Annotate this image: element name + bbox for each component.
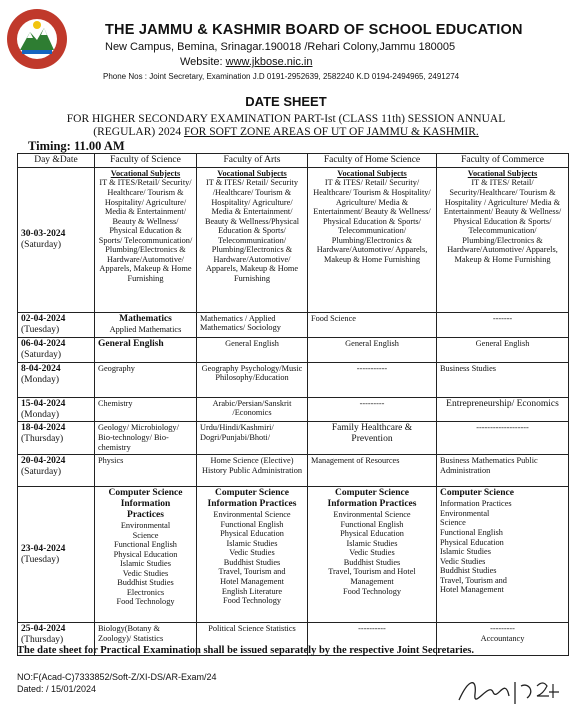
subject-line: Vocational Subjects [110, 168, 181, 178]
subject-line: Food Technology [342, 586, 402, 596]
subject-line: Geography [98, 363, 135, 373]
subject-cell-science [95, 337, 197, 362]
subtitle-zone: FOR SOFT ZONE AREAS OF UT OF JAMMU & KASHMIR. [183, 126, 479, 138]
subject-line: Family Healthcare & Prevention [331, 423, 413, 445]
exam-day: (Saturday) [21, 467, 62, 478]
exam-date: 30-03-2024 [21, 229, 66, 239]
subject-line: ---------- [358, 624, 386, 634]
board-address: New Campus, Bemina, Srinagar.190018 /Rehari Colony,Jammu 180005 [105, 41, 456, 53]
letterhead [0, 0, 572, 90]
subject-cell-commerce [437, 422, 569, 455]
subject-line: Physical Education [113, 549, 178, 559]
table-row [18, 312, 569, 337]
exam-timing: Timing: 11.00 AM [28, 139, 125, 153]
subject-line: Travel, Tourism and [218, 567, 286, 577]
subject-line: Physical Education [340, 529, 404, 539]
subject-line: Biology(Botany & Zoology)/ Statistics [98, 624, 164, 643]
day-date-cell [18, 422, 95, 455]
subject-cell-science [95, 312, 197, 337]
board-name: THE JAMMU & KASHMIR BOARD OF SCHOOL EDUCATION [105, 22, 523, 38]
subject-cell-commerce [437, 487, 569, 623]
subject-line: Vedic Studies [349, 548, 395, 558]
subject-line: Physics [98, 456, 124, 466]
subject-cell-arts [197, 362, 308, 397]
subject-line: Vedic Studies [440, 556, 486, 566]
day-date-cell [18, 487, 95, 623]
subject-cell-home [308, 312, 437, 337]
day-date-cell [18, 167, 95, 312]
page-title: DATE SHEET [245, 94, 327, 109]
subtitle-session: (REGULAR) 2024 [93, 126, 184, 138]
exam-day: (Monday) [21, 374, 59, 385]
subject-line: Functional English [114, 540, 177, 550]
subject-line: Vocational Subjects [337, 168, 407, 178]
subject-line: Business Mathematics Public Administration [440, 456, 538, 475]
subject-line: Science [132, 530, 159, 540]
col-header-home-science: Faculty of Home Science [308, 154, 437, 168]
exam-date: 18-04-2024 [21, 423, 66, 434]
subject-line: Applied Mathematics [109, 324, 182, 334]
subject-cell-commerce [437, 312, 569, 337]
subject-line: --------- [359, 398, 385, 408]
col-header-science: Faculty of Science [95, 154, 197, 168]
subject-line: General English [475, 338, 530, 348]
subject-line: Arabic/Persian/Sanskrit /Economics [212, 398, 292, 418]
subject-cell-science [95, 455, 197, 487]
exam-date: 25-04-2024 [21, 624, 66, 635]
subject-line: IT & ITES/Retail/ Security/ Healthcare/ Tourism & Hospitality/ Agriculture/ Media & Entertainment/ Beauty & Wellness/ Physical Education & Sports/ Telecommunication/ Plumbing/Electronics & Hardware/Automotive/ Apparels, Makeup & Home Furnishing [98, 178, 193, 283]
subject-cell-arts [197, 312, 308, 337]
subject-line: Food Technology [222, 596, 282, 606]
board-logo-icon [6, 8, 68, 70]
subject-line: Food Science [311, 313, 356, 323]
subject-line: Accountancy [480, 633, 525, 643]
subject-line: Travel, Tourism and Hotel [328, 567, 416, 577]
subject-line: Functional English [220, 519, 284, 529]
website-label: Website: [180, 56, 226, 68]
subject-line: Vocational Subjects [467, 168, 538, 178]
subject-line: IT & ITES/ Retail/ Security /Healthcare/ Tourism & Hospitality/ Agriculture/ Media & Entertainment/ Beauty & Wellness/Physical Education & Sports/ Telecommunication/ Plumbing/Electronics & Hardware/Automotive/ Apparels, Makeup & Home Furnishing [204, 178, 300, 283]
exam-day: (Tuesday) [21, 324, 60, 335]
col-header-commerce: Faculty of Commerce [437, 154, 569, 168]
subject-line: Urdu/Hindi/Kashmiri/ Dogri/Punjabi/Bhoti/ [200, 423, 274, 442]
subject-line: Functional English [440, 527, 503, 537]
subject-cell-home [308, 422, 437, 455]
table-row [18, 337, 569, 362]
subject-cell-science [95, 422, 197, 455]
subject-line: Islamic Studies [346, 538, 398, 548]
subject-line: Entrepreneurship/ Economics [446, 398, 559, 409]
subject-line: IT & ITES/ Retail/ Security/Healthcare/ Tourism & Hospitality / Agriculture/ Media & Entertainment/ Beauty & Wellness/ Physical Education & Sports/ Telecommunication/ Plumbing/Electronics & Hardware/Automotive/ Apparels, Makeup & Home Furnishing [443, 178, 562, 264]
exam-day: (Tuesday) [21, 554, 60, 565]
subject-cell-arts [197, 487, 308, 623]
subject-line: Geography Psychology/Music Philosophy/Education [201, 363, 303, 383]
exam-date: 02-04-2024 [21, 313, 66, 324]
table-row [18, 397, 569, 422]
subject-line: Computer Science [440, 488, 514, 499]
subject-line: Buddhist Studies [223, 557, 281, 567]
subject-line: Practices [127, 510, 164, 521]
subject-line: Buddhist Studies [117, 578, 174, 588]
subject-line: ----------- [356, 363, 388, 373]
exam-day: (Monday) [21, 409, 59, 420]
col-header-day-date: Day &Date [18, 154, 95, 168]
col-header-arts: Faculty of Arts [197, 154, 308, 168]
subject-line: Computer Science [215, 488, 289, 499]
subject-line: Environmental Science [333, 510, 411, 520]
subject-line: Food Technology [116, 597, 175, 607]
subject-cell-home [308, 362, 437, 397]
subject-line: Information Practices [327, 499, 417, 510]
subject-line: Vedic Studies [229, 548, 275, 558]
issue-date: Dated: / 15/01/2024 [17, 684, 97, 694]
subject-line: Information Practices [207, 499, 297, 510]
subject-cell-arts [197, 397, 308, 422]
subject-line: Buddhist Studies [343, 557, 401, 567]
subject-cell-commerce [437, 362, 569, 397]
subject-line: Business Studies [440, 363, 497, 373]
subject-cell-home [308, 397, 437, 422]
table-header-row [18, 154, 569, 168]
table-row [18, 362, 569, 397]
subject-line: Geology/ Microbiology/ Bio-technology/ Bio-chemistry [98, 423, 179, 452]
day-date-cell [18, 337, 95, 362]
subject-line: Mathematics / Applied Mathematics/ Sociology [200, 313, 281, 333]
table-row [18, 167, 569, 312]
subject-line: Home Science (Elective) History Public Administration [201, 456, 303, 475]
subject-cell-commerce [437, 397, 569, 422]
subject-line: Environmental [120, 521, 171, 531]
exam-date: 23-04-2024 [21, 544, 66, 555]
subject-cell-science [95, 167, 197, 312]
day-date-cell [18, 455, 95, 487]
subject-line: Political Science Statistics [208, 624, 296, 634]
subject-line: Islamic Studies [120, 559, 171, 569]
subject-line: Computer Science [108, 488, 183, 499]
subject-line: Science [440, 518, 466, 528]
phone-numbers: Phone Nos : Joint Secretary, Examination J.D 0191-2952639, 2582240 K.D 0194-2494965, 2491274 [103, 72, 460, 81]
subject-line: Information Practices [440, 499, 512, 509]
subject-cell-arts [197, 422, 308, 455]
date-sheet-table [17, 153, 569, 656]
subject-cell-home [308, 455, 437, 487]
exam-day: (Thursday) [21, 434, 64, 445]
subject-line: ------------------- [476, 423, 529, 433]
table-row [18, 487, 569, 623]
subject-line: Physical Education [220, 529, 284, 539]
subject-cell-arts [197, 167, 308, 312]
subject-line: Mathematics [119, 313, 172, 324]
exam-date: 15-04-2024 [21, 398, 66, 409]
exam-day: (Saturday) [21, 349, 62, 360]
subject-line: Hotel Management [440, 585, 504, 595]
subject-cell-home [308, 487, 437, 623]
subject-cell-home [308, 337, 437, 362]
practical-exam-note: The date sheet for Practical Examination shall be issued separately by the respective Joint Secretaries. [17, 645, 474, 656]
subject-cell-science [95, 397, 197, 422]
subject-line: Vocational Subjects [217, 168, 287, 178]
day-date-cell [18, 312, 95, 337]
subject-line: Management [350, 577, 394, 587]
subject-line: Computer Science [335, 488, 409, 499]
subtitle-line-2 [0, 126, 572, 138]
exam-date: 8-04-2024 [21, 363, 61, 374]
subject-line: Hotel Management [220, 577, 284, 587]
subject-cell-commerce [437, 167, 569, 312]
subtitle-line-1: FOR HIGHER SECONDARY EXAMINATION PART-Ist (CLASS 11th) SESSION ANNUAL [66, 113, 506, 125]
subject-line: Islamic Studies [226, 538, 278, 548]
subject-line: Management of Resources [311, 456, 400, 466]
website-link[interactable]: www.jkbose.nic.in [225, 56, 313, 68]
subject-line: ------- [492, 313, 513, 323]
exam-date: 20-04-2024 [21, 456, 66, 467]
subject-cell-science [95, 487, 197, 623]
subject-line: Environmental [440, 508, 490, 518]
website-line [180, 56, 312, 68]
subject-line: General English [98, 338, 164, 349]
day-date-cell [18, 397, 95, 422]
reference-number: NO:F(Acad-C)7333852/Soft-Z/XI-DS/AR-Exam/24 [17, 672, 217, 682]
subject-line: Environmental Science [213, 510, 291, 520]
subject-line: Functional English [340, 519, 404, 529]
subject-line: --------- [490, 624, 515, 634]
subject-line: Travel, Tourism and [440, 575, 507, 585]
signature-icon [455, 672, 565, 706]
subject-line: Vedic Studies [122, 568, 169, 578]
exam-day: (Thursday) [21, 635, 64, 646]
exam-day: (Saturday) [21, 239, 62, 250]
subject-line: Islamic Studies [440, 547, 491, 557]
table-row [18, 422, 569, 455]
subject-line: Information [120, 499, 171, 510]
subject-cell-science [95, 362, 197, 397]
table-row [18, 455, 569, 487]
subject-line: Chemistry [98, 398, 133, 408]
subject-cell-arts [197, 337, 308, 362]
subject-line: Electronics [126, 587, 165, 597]
subject-line: General English [345, 338, 399, 348]
subject-cell-home [308, 167, 437, 312]
exam-date: 06-04-2024 [21, 338, 66, 349]
day-date-cell [18, 362, 95, 397]
subject-line: English Literature [221, 586, 283, 596]
subject-line: Buddhist Studies [440, 566, 497, 576]
subject-cell-commerce [437, 455, 569, 487]
subject-line: Physical Education [440, 537, 504, 547]
subject-line: General English [225, 338, 279, 348]
subject-cell-commerce [437, 337, 569, 362]
subject-cell-arts [197, 455, 308, 487]
subject-line: IT & ITES/ Retail/ Security/ Healthcare/ Tourism & Hospitality/ Agriculture/ Media & Entertainment/ Beauty & Wellness/ Physical Education & Sports/ Telecommunication/ Plumbing/Electronics & Hardware/Automotive/ Apparels, Makeup & Home Furnishing [313, 178, 431, 264]
